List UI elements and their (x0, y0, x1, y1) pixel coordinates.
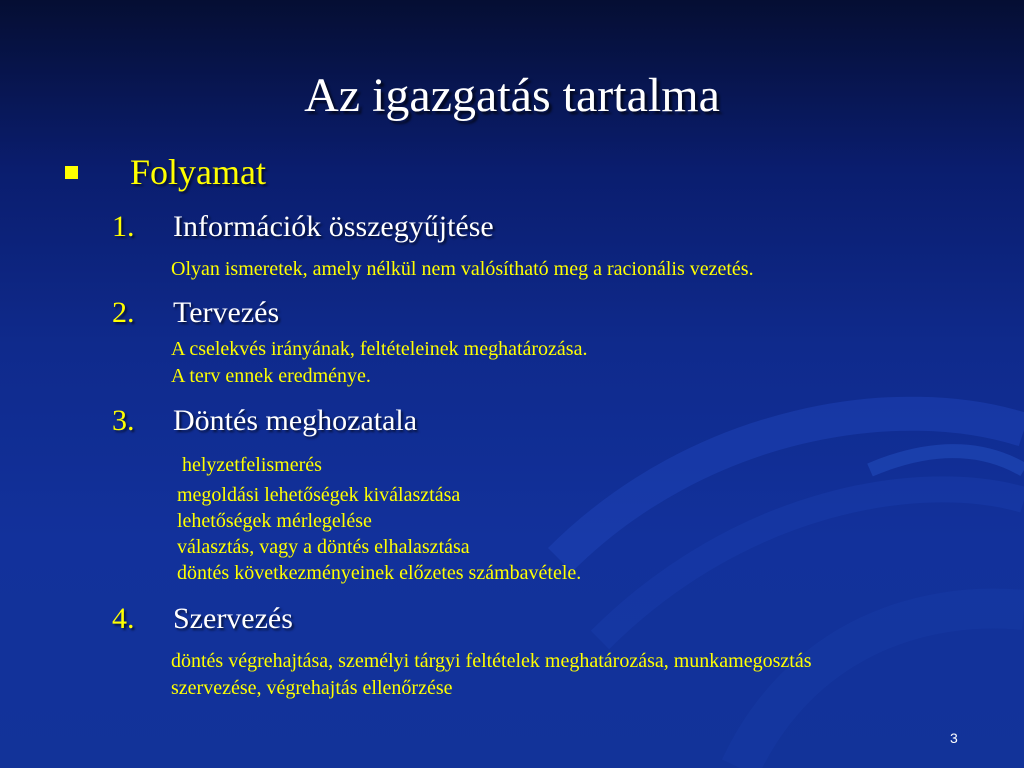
page-number: 3 (950, 730, 958, 746)
item-heading: Döntés meghozatala (173, 404, 418, 437)
slide-title: Az igazgatás tartalma (304, 69, 720, 122)
item-number: 2. (112, 296, 135, 329)
item-heading: Tervezés (173, 296, 280, 329)
item-description-line: A cselekvés irányának, feltételeinek meghatározása. (171, 338, 588, 360)
item-number: 4. (112, 602, 135, 635)
item-description-line: szervezése, végrehajtás ellenőrzése (171, 677, 453, 699)
item-description-line: lehetőségek mérlegelése (177, 510, 372, 532)
bullet-text: Folyamat (130, 152, 266, 192)
item-description-line: döntés következményeinek előzetes számbavétele. (177, 562, 582, 584)
item-description-line: helyzetfelismerés (182, 454, 322, 476)
item-description-line: választás, vagy a döntés elhalasztása (177, 536, 470, 558)
item-number: 3. (112, 404, 135, 437)
item-description-line: Olyan ismeretek, amely nélkül nem valósítható meg a racionális vezetés. (171, 258, 754, 280)
item-heading: Információk összegyűjtése (173, 210, 494, 243)
item-description-line: döntés végrehajtása, személyi tárgyi feltételek meghatározása, munkamegosztás (171, 650, 812, 672)
item-description-line: A terv ennek eredménye. (171, 365, 371, 387)
bullet-square-icon (65, 166, 78, 179)
item-description-line: megoldási lehetőségek kiválasztása (177, 484, 461, 506)
item-number: 1. (112, 210, 135, 243)
item-heading: Szervezés (173, 602, 293, 635)
